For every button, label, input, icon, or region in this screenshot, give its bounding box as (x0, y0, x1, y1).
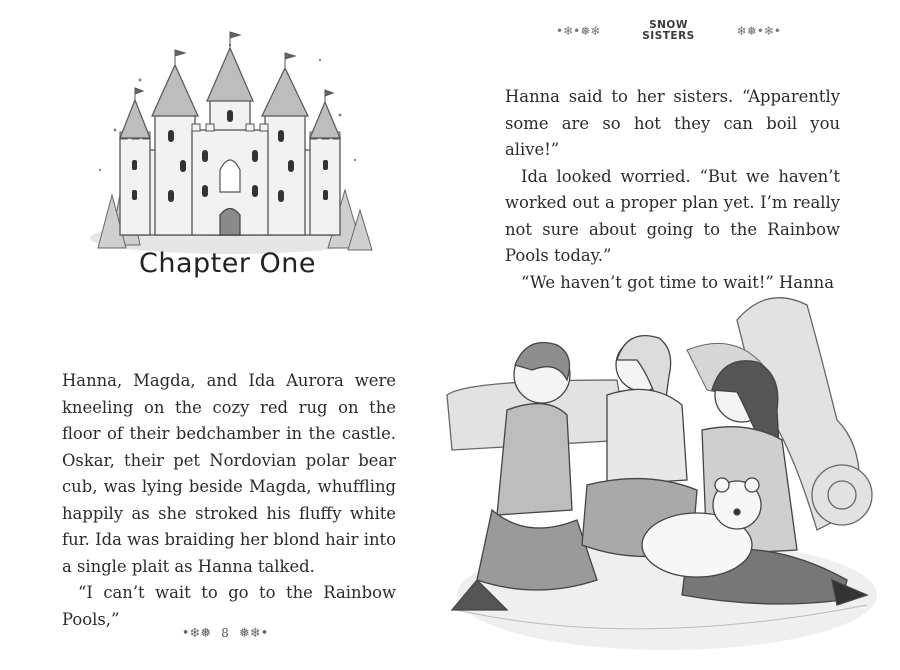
series-logo-line2: SISTERS (642, 30, 695, 42)
series-logo-line1: SNOW (649, 19, 688, 31)
page-footer (175, 621, 275, 645)
paragraph: Ida looked worried. “But we haven’t worked out a proper plan yet. I’m really not sure about going to the Rainbow Pools today.” (505, 166, 840, 265)
snowflake-icon: •❄❅ (181, 625, 212, 641)
paragraph: Hanna, Magda, and Ida Aurora were kneeling on the cozy red rug on the floor of their bedchamber in the castle. Oskar, their pet Nordovian polar bear cub, was lying beside Magda, whuffling happily as she stroked his fluffy white fur. Ida was braiding her blond hair into a single plait as Hanna talked. (62, 371, 396, 576)
series-logo (642, 20, 695, 42)
page-number: 8 (221, 626, 229, 640)
left-page-body (62, 368, 396, 633)
castle-illustration (80, 20, 380, 260)
paragraph: “We haven’t got time to wait!” Hanna (521, 272, 834, 292)
snowflake-icon: ❅❄• (238, 625, 269, 641)
girls-and-bear-illustration (437, 280, 877, 660)
snowflake-icon: •❄•❅❄ (556, 24, 601, 38)
paragraph: Hanna said to her sisters. “Apparently some are so hot they can boil you alive!” (505, 87, 840, 159)
paragraph: “I can’t wait to go to the Rainbow Pools,” (62, 583, 396, 629)
running-header (556, 12, 781, 50)
snowflake-icon: ❄❅•❄• (736, 24, 781, 38)
right-page-body (505, 84, 840, 296)
chapter-title: Chapter One (138, 248, 316, 279)
